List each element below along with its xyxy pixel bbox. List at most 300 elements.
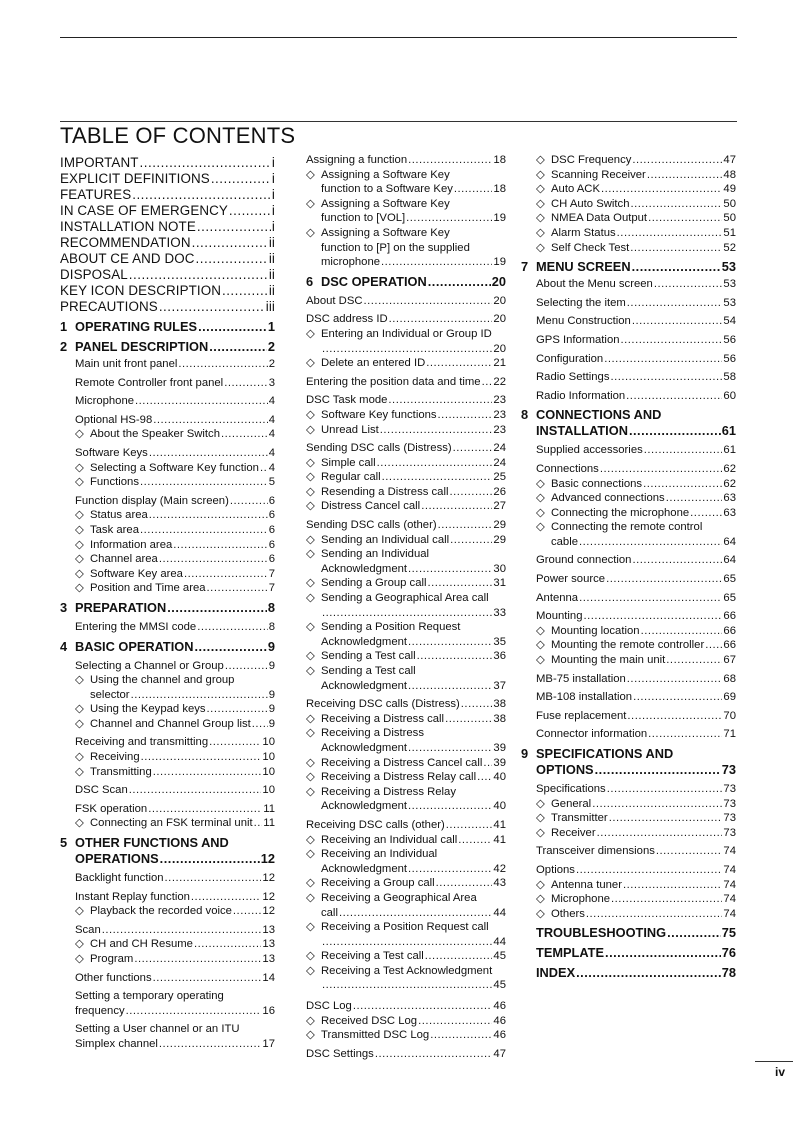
toc-column-1 (60, 153, 275, 1052)
toc-subentry-line (306, 891, 506, 906)
toc-entry[interactable] (75, 494, 275, 509)
entry-page: ii (268, 283, 275, 298)
toc-entry[interactable] (306, 211, 506, 226)
entry-title: Others (551, 907, 585, 920)
entry-title: MB-75 installation (536, 672, 626, 685)
diamond-icon: ◇ (306, 456, 315, 469)
toc-entry[interactable] (75, 552, 275, 567)
toc-entry[interactable] (306, 949, 506, 964)
toc-chapter[interactable] (60, 639, 275, 655)
entry-title: Microphone (75, 395, 135, 408)
diamond-icon: ◇ (306, 665, 315, 677)
toc-entry[interactable] (75, 413, 275, 428)
dot-leader (632, 553, 722, 568)
entry-page: 45 (493, 979, 506, 992)
toc-entry[interactable] (75, 750, 275, 765)
toc-entry[interactable] (60, 299, 275, 315)
dot-leader (408, 741, 492, 756)
toc-entry[interactable] (306, 635, 506, 650)
entry-page: 60 (723, 389, 736, 402)
entry-title: Entering the position data and time (306, 375, 481, 388)
toc-entry[interactable] (306, 375, 506, 390)
toc-entry[interactable] (536, 197, 736, 212)
dot-leader (148, 802, 262, 817)
toc-entry[interactable] (75, 376, 275, 391)
toc-entry[interactable] (75, 816, 275, 831)
toc-entry[interactable] (536, 653, 736, 668)
dot-leader (131, 688, 268, 703)
dot-leader (656, 844, 723, 859)
toc-entry[interactable] (536, 462, 736, 477)
diamond-icon: ◇ (536, 797, 545, 810)
toc-chapter[interactable] (521, 259, 736, 275)
toc-entry[interactable] (75, 688, 275, 703)
toc-entry[interactable] (75, 446, 275, 461)
entry-title: CONNECTIONS AND (536, 407, 662, 423)
entry-title: Sending a Geographical Area call (321, 592, 489, 605)
entry-title: Delete an entered ID (321, 357, 426, 370)
toc-entry[interactable] (75, 765, 275, 780)
entry-page: 51 (723, 226, 736, 239)
toc-entry[interactable] (306, 576, 506, 591)
toc-entry[interactable] (75, 475, 275, 490)
toc-entry[interactable] (536, 241, 736, 256)
entry-title: TEMPLATE (536, 945, 605, 961)
toc-entry[interactable] (306, 470, 506, 485)
toc-entry[interactable] (536, 907, 736, 922)
toc-entry[interactable] (60, 235, 275, 251)
dot-leader (406, 211, 492, 226)
toc-entry[interactable] (75, 904, 275, 919)
toc-entry[interactable] (536, 370, 736, 385)
toc-entry[interactable] (75, 871, 275, 886)
entry-page: 29 (493, 533, 506, 546)
toc-chapter[interactable] (536, 762, 736, 778)
toc-entry[interactable] (536, 609, 736, 624)
dot-leader (648, 727, 722, 742)
toc-entry[interactable] (75, 620, 275, 635)
toc-subentry-line (306, 620, 506, 635)
entry-page: 9 (268, 703, 275, 716)
toc-column-2 (306, 153, 506, 1061)
diamond-icon: ◇ (306, 650, 315, 663)
toc-entry[interactable] (60, 171, 275, 187)
toc-entry[interactable] (306, 1047, 506, 1062)
toc-entry[interactable] (536, 782, 736, 797)
entry-title: TROUBLESHOOTING (536, 925, 667, 941)
toc-entry[interactable] (306, 862, 506, 877)
diamond-icon: ◇ (75, 953, 84, 965)
entry-page: 19 (493, 256, 506, 269)
dot-leader (260, 461, 268, 476)
diamond-icon: ◇ (75, 476, 84, 489)
entry-title: Received DSC Log (321, 1014, 418, 1027)
dot-leader (322, 606, 492, 621)
dot-leader (221, 427, 268, 442)
toc-entry[interactable] (75, 567, 275, 582)
entry-page: 2 (267, 339, 275, 354)
toc-entry[interactable] (536, 553, 736, 568)
entry-page: 74 (723, 863, 736, 876)
entry-title: Menu Construction (536, 315, 631, 328)
toc-entry[interactable] (75, 923, 275, 938)
diamond-icon: ◇ (306, 327, 315, 340)
entry-title: Transceiver dimensions (536, 845, 655, 858)
toc-entry[interactable] (75, 702, 275, 717)
toc-entry[interactable] (75, 783, 275, 798)
toc-entry[interactable] (306, 741, 506, 756)
toc-entry[interactable] (306, 312, 506, 327)
dot-leader (129, 267, 268, 283)
entry-page: 24 (493, 442, 506, 455)
diamond-icon: ◇ (306, 533, 315, 546)
entry-page: 6 (268, 523, 275, 536)
toc-entry[interactable] (306, 978, 506, 993)
toc-entry[interactable] (306, 876, 506, 891)
dot-leader (643, 477, 722, 492)
dot-leader (195, 639, 267, 655)
entry-title: Sending an Individual (321, 548, 430, 561)
toc-entry[interactable] (306, 906, 506, 921)
diamond-icon: ◇ (75, 538, 84, 551)
diamond-icon: ◇ (306, 485, 315, 498)
entry-page: 74 (723, 845, 736, 858)
dot-leader (600, 462, 723, 477)
toc-entry[interactable] (306, 533, 506, 548)
toc-subentry-line (306, 591, 506, 606)
entry-page: 7 (268, 582, 275, 595)
toc-entry[interactable] (536, 443, 736, 458)
toc-entry[interactable] (536, 826, 736, 841)
toc-entry[interactable] (75, 538, 275, 553)
toc-entry[interactable] (306, 649, 506, 664)
toc-chapter[interactable] (60, 600, 275, 616)
toc-entry[interactable] (306, 294, 506, 309)
toc-entry[interactable] (306, 518, 506, 533)
toc-entry[interactable] (536, 477, 736, 492)
entry-page: 5 (268, 476, 275, 489)
entry-page: iii (265, 299, 275, 314)
toc-entry[interactable] (60, 155, 275, 171)
diamond-icon: ◇ (536, 624, 545, 637)
toc-entry[interactable] (75, 427, 275, 442)
entry-page: 23 (493, 423, 506, 436)
toc-entry[interactable] (536, 878, 736, 893)
toc-entry[interactable] (536, 168, 736, 183)
entry-title: OPERATING RULES (75, 319, 198, 334)
toc-entry[interactable] (306, 679, 506, 694)
toc-entry[interactable] (536, 892, 736, 907)
toc-entry[interactable] (536, 506, 736, 521)
toc-entry[interactable] (306, 182, 506, 197)
toc-entry[interactable] (536, 491, 736, 506)
toc-entry[interactable] (306, 935, 506, 950)
toc-chapter[interactable] (60, 339, 275, 355)
diamond-icon: ◇ (75, 703, 84, 716)
top-rule (60, 37, 737, 38)
entry-title: Options (536, 863, 575, 876)
toc-entry[interactable] (536, 624, 736, 639)
chapter-number: 7 (521, 259, 529, 275)
dot-leader (629, 423, 721, 439)
toc-entry[interactable] (60, 203, 275, 219)
entry-title: Power source (536, 573, 606, 586)
toc-entry[interactable] (75, 802, 275, 817)
dot-leader (641, 624, 723, 639)
toc-entry[interactable] (306, 697, 506, 712)
diamond-icon: ◇ (306, 357, 315, 370)
toc-entry[interactable] (306, 499, 506, 514)
entry-page: 63 (723, 492, 736, 505)
entry-page: 4 (268, 413, 275, 426)
toc-entry[interactable] (75, 357, 275, 372)
diamond-icon: ◇ (306, 833, 315, 846)
entry-title: function to [VOL] (321, 212, 406, 225)
toc-entry[interactable] (536, 182, 736, 197)
toc-entry[interactable] (75, 735, 275, 750)
entry-title: Mounting the remote controller (551, 639, 705, 652)
entry-page: 13 (262, 938, 275, 951)
diamond-icon: ◇ (306, 921, 315, 934)
entry-page: 3 (268, 376, 275, 389)
toc-entry[interactable] (536, 690, 736, 705)
toc-entry[interactable] (306, 456, 506, 471)
toc-entry[interactable] (536, 638, 736, 653)
dot-leader (129, 783, 262, 798)
chapter-number: 2 (60, 339, 68, 354)
entry-title: FSK operation (75, 802, 148, 815)
toc-subentry-line (306, 226, 506, 241)
dot-leader (198, 319, 267, 335)
diamond-icon: ◇ (306, 592, 315, 605)
toc-entry[interactable] (75, 971, 275, 986)
entry-title: Entering an Individual or Group ID (321, 327, 492, 340)
toc-entry[interactable] (306, 356, 506, 371)
toc-subentry-line (306, 785, 506, 800)
entry-page: ii (268, 251, 275, 266)
entry-page: 20 (493, 342, 506, 355)
entry-page: 23 (493, 394, 506, 407)
toc-entry[interactable] (536, 153, 736, 168)
toc-entry[interactable] (536, 727, 736, 742)
entry-title: Acknowledgment (321, 741, 408, 754)
dot-leader (449, 485, 492, 500)
entry-page: 23 (493, 408, 506, 421)
entry-page: 25 (493, 471, 506, 484)
dot-leader (705, 638, 722, 653)
entry-page: 68 (723, 672, 736, 685)
toc-entry[interactable] (536, 811, 736, 826)
entry-title: INSTALLATION (536, 423, 628, 439)
entry-page: 76 (721, 945, 736, 961)
entry-title: Receiving a Distress Relay call (321, 771, 477, 784)
toc-entry[interactable] (75, 937, 275, 952)
entry-title: Radio Information (536, 389, 626, 402)
toc-entry[interactable] (536, 709, 736, 724)
entry-page: 56 (723, 333, 736, 346)
toc-entry[interactable] (536, 277, 736, 292)
entry-title: Sending DSC calls (other) (306, 519, 437, 532)
toc-chapter[interactable] (536, 423, 736, 439)
diamond-icon: ◇ (536, 492, 545, 505)
toc-entry[interactable] (60, 251, 275, 267)
toc-entry[interactable] (536, 797, 736, 812)
entry-title: Channel area (90, 553, 158, 566)
toc-chapter[interactable] (521, 965, 736, 981)
entry-title: Receiving a Distress Cancel call (321, 756, 483, 769)
toc-entry[interactable] (60, 283, 275, 299)
dot-leader (197, 219, 271, 235)
entry-page: 2 (268, 358, 275, 370)
diamond-icon: ◇ (306, 1014, 315, 1027)
toc-entry[interactable] (306, 999, 506, 1014)
entry-title: DSC OPERATION (321, 273, 427, 289)
toc-entry[interactable] (306, 712, 506, 727)
toc-entry[interactable] (536, 352, 736, 367)
chapter-number: 3 (60, 599, 68, 615)
toc-entry[interactable] (536, 389, 736, 404)
toc-chapter[interactable] (75, 851, 275, 867)
entry-page: 58 (723, 371, 736, 384)
diamond-icon: ◇ (536, 907, 545, 920)
dot-leader (627, 296, 723, 311)
toc-entry[interactable] (536, 296, 736, 311)
dot-leader (192, 235, 268, 251)
entry-page: 64 (723, 535, 736, 548)
toc-entry[interactable] (75, 717, 275, 732)
toc-entry[interactable] (306, 756, 506, 771)
toc-entry[interactable] (536, 672, 736, 687)
entry-page: 36 (493, 650, 506, 663)
toc-chapter[interactable] (60, 319, 275, 335)
toc-subentry-line (321, 241, 506, 256)
toc-entry[interactable] (536, 591, 736, 606)
toc-entry[interactable] (536, 535, 736, 550)
entry-page: 38 (493, 698, 506, 711)
chapter-number: 5 (60, 835, 68, 851)
toc-entry[interactable] (306, 799, 506, 814)
diamond-icon: ◇ (306, 621, 315, 634)
entry-page: 39 (493, 756, 506, 769)
toc-entry[interactable] (306, 393, 506, 408)
dot-leader (426, 356, 492, 371)
entry-title: Receiving DSC calls (other) (306, 818, 445, 831)
entry-title: Setting a temporary operating (75, 990, 224, 1003)
toc-entry[interactable] (75, 659, 275, 674)
toc-entry[interactable] (60, 187, 275, 203)
toc-entry[interactable] (60, 267, 275, 283)
entry-title: Channel and Channel Group list (90, 717, 251, 730)
entry-title: Advanced connections (551, 492, 665, 505)
diamond-icon: ◇ (306, 785, 315, 798)
toc-entry[interactable] (75, 890, 275, 905)
entry-page: 11 (263, 817, 275, 830)
entry-title: Supplied accessories (536, 444, 643, 457)
dot-leader (627, 672, 723, 687)
entry-page: 47 (723, 154, 736, 166)
toc-entry[interactable] (536, 314, 736, 329)
toc-entry[interactable] (536, 863, 736, 878)
toc-entry[interactable] (306, 1028, 506, 1043)
toc-entry[interactable] (306, 606, 506, 621)
toc-entry[interactable] (60, 219, 275, 235)
toc-entry[interactable] (536, 333, 736, 348)
toc-entry[interactable] (75, 508, 275, 523)
diamond-icon: ◇ (306, 471, 315, 484)
entry-title: INSTALLATION NOTE (60, 219, 196, 234)
entry-title: Selecting a Channel or Group (75, 659, 224, 672)
toc-entry[interactable] (306, 255, 506, 270)
dot-leader (160, 851, 260, 867)
diamond-icon: ◇ (75, 567, 84, 580)
entry-page: i (271, 155, 275, 170)
entry-title: Connecting an FSK terminal unit (90, 817, 253, 830)
toc-entry[interactable] (75, 461, 275, 476)
diamond-icon: ◇ (75, 523, 84, 536)
toc-entry[interactable] (306, 153, 506, 168)
toc-entry[interactable] (306, 423, 506, 438)
toc-entry[interactable] (306, 562, 506, 577)
dot-leader (579, 535, 722, 550)
toc-entry[interactable] (75, 952, 275, 967)
toc-entry[interactable] (75, 581, 275, 596)
toc-entry[interactable] (75, 394, 275, 409)
entry-title: Connecting the remote control (551, 521, 703, 534)
toc-entry[interactable] (306, 441, 506, 456)
entry-title: DSC Frequency (551, 154, 632, 166)
toc-entry[interactable] (536, 211, 736, 226)
entry-title: Receiving a Distress Relay (321, 785, 456, 798)
toc-entry[interactable] (306, 485, 506, 500)
toc-entry[interactable] (306, 1014, 506, 1029)
toc-entry[interactable] (536, 572, 736, 587)
entry-title: Acknowledgment (321, 635, 408, 648)
toc-entry[interactable] (306, 342, 506, 357)
toc-entry[interactable] (536, 844, 736, 859)
diamond-icon: ◇ (536, 226, 545, 239)
dot-leader (630, 197, 722, 212)
toc-entry[interactable] (306, 833, 506, 848)
dot-leader (140, 523, 268, 538)
entry-title: EXPLICIT DEFINITIONS (60, 171, 210, 186)
entry-page: 73 (723, 826, 736, 839)
entry-title: DSC Task mode (306, 394, 388, 407)
entry-page: 6 (268, 509, 275, 522)
diamond-icon: ◇ (306, 197, 315, 210)
diamond-icon: ◇ (75, 553, 84, 566)
toc-entry[interactable] (306, 770, 506, 785)
toc-entry[interactable] (75, 523, 275, 538)
entry-title: Receiving an Individual call (321, 833, 458, 846)
toc-entry[interactable] (306, 408, 506, 423)
dot-leader (380, 423, 493, 438)
toc-entry[interactable] (536, 226, 736, 241)
dot-leader (173, 538, 267, 553)
toc-chapter[interactable] (521, 925, 736, 941)
toc-chapter[interactable] (521, 945, 736, 961)
toc-entry[interactable] (306, 818, 506, 833)
entry-page: 65 (723, 573, 736, 586)
toc-chapter[interactable] (306, 274, 506, 290)
entry-title: PREPARATION (75, 599, 167, 615)
entry-page: 37 (493, 679, 506, 692)
entry-title: Self Check Test (551, 241, 630, 254)
dot-leader (648, 211, 722, 226)
toc-entry[interactable] (75, 1004, 275, 1019)
toc-entry[interactable] (75, 1037, 275, 1052)
dot-leader (141, 750, 262, 765)
diamond-icon: ◇ (306, 423, 315, 436)
